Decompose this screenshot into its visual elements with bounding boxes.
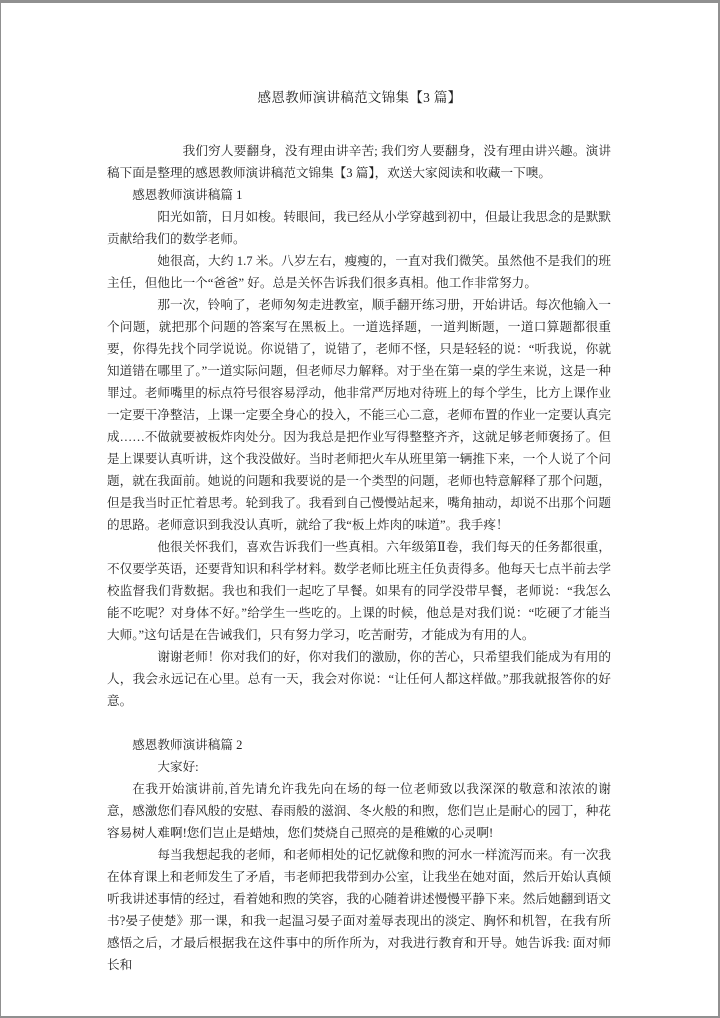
paragraph: 谢谢老师！你对我们的好，你对我们的激励，你的苦心，只希望我们能成为有用的人，我会永远记在心里。总有一天，我会对你说：“让任何人都这样做。”那我就报答你的好意。 [107, 650, 611, 708]
paragraph: 她很高，大约 1.7 米。八岁左右，瘦瘦的，一直对我们微笑。虽然他不是我们的班主任，但他比一个“爸爸” 好。总是关怀告诉我们很多真相。他工作非常努力。 [107, 254, 611, 290]
paragraph: 感恩教师演讲稿篇 1 [132, 188, 243, 202]
paragraph: 大家好: [157, 760, 199, 774]
document-title: 感恩教师演讲稿范文锦集【3 篇】 [257, 90, 462, 105]
blank-line [107, 712, 611, 734]
paragraph: 那一次，铃响了，老师匆匆走进教室，顺手翻开练习册，开始讲话。每次他输入一个问题，就把那个问题的答案写在黑板上。一道选择题，一道判断题，一道口算题都很重要，你得先找个同学说说。你说错了，说错了，老师不怪，只是轻轻的说：“听我说，你就知道错在哪里了。”一道实际问题，但老师尽力解释。对于坐在第一桌的学生来说，这是一种罪过。老师嘴里的标点符号很容易浮动，他非常严厉地对待班上的每个学生，比方上课作业一定要干净整洁，上课一定要全身心的投入，不能三心二意，老师布置的作业一定要认真完成……不做就要被板炸肉处分。因为我总是把作业写得整整齐齐，这就足够老师褒扬了。但是上课要认真听讲，这个我没做好。当时老师把火车从班里第一辆推下来，一个人说了个问题，就在我面前。她说的问题和我要说的是一个类型的问题，老师也特意解释了那个问题，但是我当时正忙着思考。轮到我了。我看到自己慢慢站起来，嘴角抽动，却说不出那个问题的思路。老师意识到我没认真听，就给了我“板上炸肉的味道”。我手疼！ [107, 298, 611, 532]
paragraph: 我们穷人要翻身，没有理由讲辛苦; 我们穷人要翻身，没有理由讲兴趣。演讲稿下面是整理的感恩教师演讲稿范文锦集【3 篇】，欢送大家阅读和收藏一下噢。 [107, 144, 611, 180]
paragraph: 感恩教师演讲稿篇 2 [132, 738, 243, 752]
paragraph: 每当我想起我的老师，和老师相处的记忆就像和煦的河水一样流泻而来。有一次我在体育课上和老师发生了矛盾，韦老师把我带到办公室，让我坐在她对面，然后开始认真倾听我讲述事情的经过，看着她和煦的笑容，我的心随着讲述慢慢平静下来。然后她翻到语文书?晏子使楚》那一课，和我一起温习晏子面对羞辱表现出的淡定、胸怀和机智，在我有所感悟之后，才最后根据我在这件事中的所作所为，对我进行教育和开导。她告诉我: 面对师长和 [107, 848, 611, 972]
paragraph: 他很关怀我们，喜欢告诉我们一些真相。六年级第Ⅱ卷，我们每天的任务都很重，不仅要学英语，还要背知识和科学材料。数学老师比班主任负责得多。他每天七点半前去学校监督我们背数据。我也和我们一起吃了早餐。如果有的同学没带早餐，老师说：“我怎么能不吃呢？对身体不好。”给学生一些吃的。上课的时候，他总是对我们说：“吃硬了才能当大师。”这句话是在告诫我们，只有努力学习，吃苦耐劳，才能成为有用的人。 [107, 540, 611, 642]
paragraph: 在我开始演讲前,首先请允许我先向在场的每一位老师致以我深深的敬意和浓浓的谢意，感激您们春风般的安慰、春雨般的滋润、冬火般的和煦，您们岂止是耐心的园丁，种花容易树人难啊!您们岂止是蜡烛，您们焚烧自己照亮的是稚嫩的心灵啊! [107, 782, 611, 840]
document-body [107, 140, 611, 976]
paragraph: 阳光如箭，日月如梭。转眼间，我已经从小学穿越到初中，但最让我思念的是默默贡献给我们的数学老师。 [107, 210, 611, 246]
